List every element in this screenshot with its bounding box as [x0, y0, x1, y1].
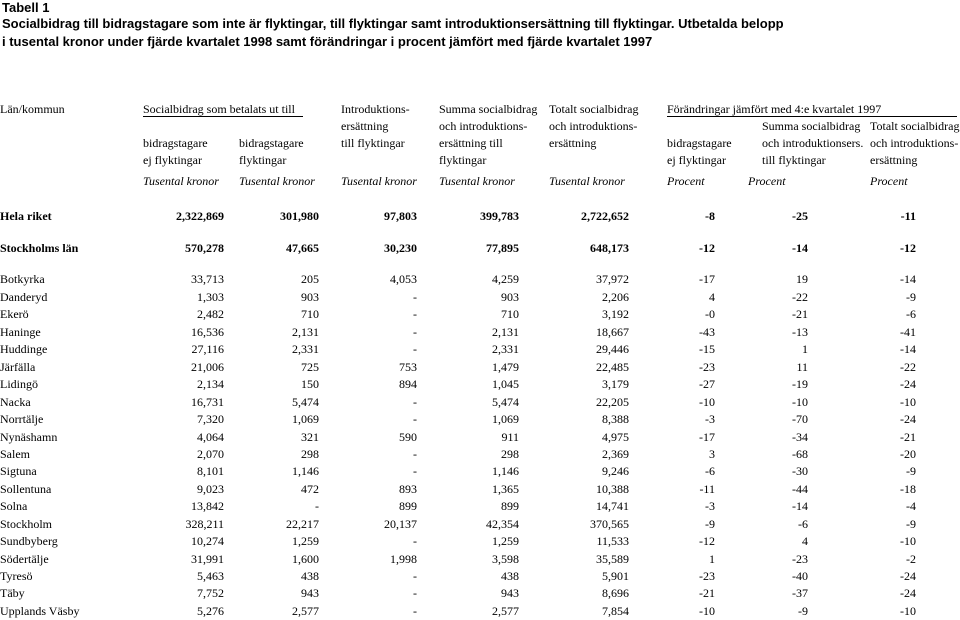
table-cell: 1,259	[292, 534, 319, 548]
table-cell: 2,331	[492, 342, 519, 356]
table-cell: -2	[906, 552, 916, 566]
table-cell: -	[413, 307, 417, 321]
table-cell: -12	[900, 241, 916, 255]
table-cell: -	[413, 395, 417, 409]
table-cell: -14	[900, 272, 916, 286]
table-cell: 2,722,652	[581, 209, 629, 223]
table-cell: 22,205	[596, 395, 629, 409]
table-cell: -23	[699, 569, 715, 583]
table-cell: -24	[900, 412, 916, 426]
table-cell: 2,070	[197, 447, 224, 461]
table-cell: 13,842	[191, 499, 224, 513]
table-cell: -	[413, 290, 417, 304]
table-cell: -24	[900, 586, 916, 600]
table-row	[0, 241, 960, 257]
table-cell: 911	[501, 430, 519, 444]
table-cell: 5,474	[292, 395, 319, 409]
table-cell: -3	[705, 412, 715, 426]
header-soc-group: Socialbidrag som betalats ut till	[143, 102, 295, 116]
table-cell: 18,667	[596, 325, 629, 339]
table-cell: 29,446	[596, 342, 629, 356]
row-name: Upplands Väsby	[0, 604, 80, 618]
table-row	[0, 586, 960, 602]
table-cell: -6	[798, 517, 808, 531]
row-name: Hela riket	[0, 209, 52, 223]
table-cell: 943	[501, 586, 519, 600]
table-cell: 2,206	[602, 290, 629, 304]
table-cell: 710	[301, 307, 319, 321]
row-name: Botkyrka	[0, 272, 45, 286]
table-cell: 10,388	[596, 482, 629, 496]
header-ch1-b: ej flyktingar	[667, 153, 726, 167]
unit-label: Procent	[870, 174, 908, 188]
header-intro-c: till flyktingar	[341, 136, 405, 150]
table-row	[0, 342, 960, 358]
table-cell: -22	[792, 290, 808, 304]
table-cell: 2,131	[292, 325, 319, 339]
table-row	[0, 552, 960, 568]
table-cell: -14	[900, 342, 916, 356]
table-cell: 590	[399, 430, 417, 444]
table-cell: 298	[501, 447, 519, 461]
table-cell: 2,577	[292, 604, 319, 618]
row-name: Täby	[0, 586, 25, 600]
row-name: Nynäshamn	[0, 430, 58, 444]
table-cell: -22	[900, 360, 916, 374]
row-name: Sigtuna	[0, 464, 37, 478]
table-row	[0, 517, 960, 533]
table-cell: -25	[792, 209, 808, 223]
table-cell: -11	[900, 209, 916, 223]
table-cell: -37	[792, 586, 808, 600]
table-label: Tabell 1	[2, 0, 50, 15]
header-totalt-a: Totalt socialbidrag	[549, 102, 639, 116]
table-row	[0, 272, 960, 288]
table-cell: -40	[792, 569, 808, 583]
table-row	[0, 209, 960, 225]
table-cell: 22,217	[286, 517, 319, 531]
table-cell: 21,006	[191, 360, 224, 374]
table-cell: 2,331	[292, 342, 319, 356]
table-cell: -	[413, 604, 417, 618]
table-cell: 1	[802, 342, 808, 356]
table-cell: 5,474	[492, 395, 519, 409]
table-cell: 10,274	[191, 534, 224, 548]
table-row	[0, 290, 960, 306]
header-change-underline	[667, 116, 957, 117]
table-cell: 5,463	[197, 569, 224, 583]
unit-label: Tusental kronor	[439, 174, 515, 188]
unit-label: Tusental kronor	[143, 174, 219, 188]
table-cell: -9	[906, 290, 916, 304]
table-cell: 903	[301, 290, 319, 304]
table-cell: 1,069	[492, 412, 519, 426]
table-cell: -9	[705, 517, 715, 531]
header-intro-b: ersättning	[341, 119, 389, 133]
table-cell: -23	[699, 360, 715, 374]
table-cell: 11,533	[596, 534, 629, 548]
table-cell: 7,320	[197, 412, 224, 426]
table-cell: 27,116	[191, 342, 224, 356]
row-name: Solna	[0, 499, 28, 513]
table-cell: 8,696	[602, 586, 629, 600]
table-cell: 648,173	[590, 241, 629, 255]
table-cell: -11	[699, 482, 715, 496]
table-cell: 1,045	[492, 377, 519, 391]
table-cell: 4,975	[602, 430, 629, 444]
table-cell: -4	[906, 499, 916, 513]
table-cell: -	[413, 342, 417, 356]
table-cell: -10	[900, 604, 916, 618]
row-name: Nacka	[0, 395, 31, 409]
table-cell: 4,259	[492, 272, 519, 286]
header-ch2-a: Summa socialbidrag	[762, 119, 861, 133]
table-cell: -3	[705, 499, 715, 513]
table-row	[0, 447, 960, 463]
table-cell: -21	[792, 307, 808, 321]
row-name: Tyresö	[0, 569, 33, 583]
table-cell: 2,369	[602, 447, 629, 461]
table-cell: -44	[792, 482, 808, 496]
table-cell: 7,854	[602, 604, 629, 618]
table-row	[0, 430, 960, 446]
unit-label: Tusental kronor	[341, 174, 417, 188]
table-cell: 3,192	[602, 307, 629, 321]
table-row	[0, 499, 960, 515]
table-cell: -24	[900, 377, 916, 391]
unit-label: Procent	[667, 174, 705, 188]
table-cell: 399,783	[480, 209, 519, 223]
table-row	[0, 464, 960, 480]
table-cell: -	[413, 447, 417, 461]
table-subtitle: i tusental kronor under fjärde kvartalet 1998 samt förändringar i procent jämfört med fjärde kvartalet 1997	[2, 34, 653, 49]
table-cell: 8,388	[602, 412, 629, 426]
table-cell: -	[413, 586, 417, 600]
table-cell: -9	[906, 464, 916, 478]
table-cell: 33,713	[191, 272, 224, 286]
table-cell: 31,991	[191, 552, 224, 566]
table-cell: -6	[906, 307, 916, 321]
table-cell: 42,354	[486, 517, 519, 531]
row-name: Ekerö	[0, 307, 29, 321]
table-cell: -	[413, 325, 417, 339]
table-cell: 8,101	[197, 464, 224, 478]
table-cell: -14	[792, 499, 808, 513]
table-cell: 725	[301, 360, 319, 374]
table-cell: -13	[792, 325, 808, 339]
table-cell: 1	[709, 552, 715, 566]
table-cell: -17	[699, 430, 715, 444]
table-cell: 5,901	[602, 569, 629, 583]
table-cell: 2,322,869	[176, 209, 224, 223]
table-cell: 438	[501, 569, 519, 583]
table-cell: 19	[796, 272, 808, 286]
table-cell: -41	[900, 325, 916, 339]
table-cell: 1,998	[390, 552, 417, 566]
table-cell: -14	[792, 241, 808, 255]
row-name: Haninge	[0, 325, 41, 339]
table-cell: 4	[709, 290, 715, 304]
table-cell: -20	[900, 447, 916, 461]
row-name: Sollentuna	[0, 482, 52, 496]
header-ch3-b: och introduktions-	[870, 136, 959, 150]
table-row	[0, 325, 960, 341]
unit-label: Procent	[748, 174, 786, 188]
table-cell: 9,023	[197, 482, 224, 496]
row-name: Salem	[0, 447, 30, 461]
table-cell: 903	[501, 290, 519, 304]
table-row	[0, 395, 960, 411]
header-soc1-b: ej flyktingar	[143, 153, 202, 167]
table-cell: 16,731	[191, 395, 224, 409]
header-intro-a: Introduktions-	[341, 102, 410, 116]
header-summa-c: ersättning till	[439, 136, 503, 150]
row-name: Norrtälje	[0, 412, 44, 426]
table-cell: -6	[705, 464, 715, 478]
table-cell: 1,069	[292, 412, 319, 426]
table-cell: 943	[301, 586, 319, 600]
table-cell: -19	[792, 377, 808, 391]
header-ch3-a: Totalt socialbidrag	[870, 119, 960, 133]
table-cell: -10	[699, 395, 715, 409]
header-change-group: Förändringar jämfört med 4:e kvartalet 1997	[667, 102, 882, 116]
row-name: Huddinge	[0, 342, 48, 356]
header-ch2-c: till flyktingar	[762, 153, 826, 167]
unit-label: Tusental kronor	[239, 174, 315, 188]
table-cell: 9,246	[602, 464, 629, 478]
table-cell: 753	[399, 360, 417, 374]
header-ch2-b: och introduktionsers.	[762, 136, 864, 150]
table-row	[0, 307, 960, 323]
table-cell: -68	[792, 447, 808, 461]
table-cell: 1,259	[492, 534, 519, 548]
table-cell: -	[413, 412, 417, 426]
table-cell: -21	[699, 586, 715, 600]
table-row	[0, 569, 960, 585]
table-cell: 4	[802, 534, 808, 548]
table-cell: 4,064	[197, 430, 224, 444]
table-cell: -18	[900, 482, 916, 496]
table-cell: 14,741	[596, 499, 629, 513]
table-row	[0, 604, 960, 620]
table-cell: -24	[900, 569, 916, 583]
row-name: Järfälla	[0, 360, 36, 374]
table-cell: -9	[906, 517, 916, 531]
table-cell: -43	[699, 325, 715, 339]
table-cell: 570,278	[185, 241, 224, 255]
table-cell: 5,276	[197, 604, 224, 618]
table-row	[0, 412, 960, 428]
table-cell: 472	[301, 482, 319, 496]
header-lan: Län/kommun	[0, 102, 65, 116]
table-cell: -15	[699, 342, 715, 356]
table-cell: 20,137	[384, 517, 417, 531]
table-cell: -34	[792, 430, 808, 444]
row-name: Stockholms län	[0, 241, 79, 255]
table-cell: 16,536	[191, 325, 224, 339]
table-cell: 22,485	[596, 360, 629, 374]
table-cell: 3	[709, 447, 715, 461]
table-cell: 370,565	[590, 517, 629, 531]
table-cell: 1,600	[292, 552, 319, 566]
table-cell: 205	[301, 272, 319, 286]
row-name: Sundbyberg	[0, 534, 58, 548]
table-cell: -10	[900, 534, 916, 548]
table-cell: 37,972	[596, 272, 629, 286]
table-cell: 150	[301, 377, 319, 391]
table-cell: -10	[699, 604, 715, 618]
table-row	[0, 482, 960, 498]
table-cell: 899	[399, 499, 417, 513]
table-cell: 2,577	[492, 604, 519, 618]
table-cell: 894	[399, 377, 417, 391]
table-cell: 7,752	[197, 586, 224, 600]
table-cell: -12	[699, 241, 715, 255]
table-title: Socialbidrag till bidragstagare som inte är flyktingar, till flyktingar samt introduktionsersättning till flyktingar. Utbetalda belopp	[2, 16, 784, 31]
row-name: Lidingö	[0, 377, 38, 391]
table-cell: 1,146	[292, 464, 319, 478]
header-totalt-b: och introduktions-	[549, 119, 638, 133]
row-name: Södertälje	[0, 552, 49, 566]
table-cell: -70	[792, 412, 808, 426]
table-cell: 2,134	[197, 377, 224, 391]
header-summa-d: flyktingar	[439, 153, 487, 167]
table-cell: -	[413, 464, 417, 478]
unit-label: Tusental kronor	[549, 174, 625, 188]
table-cell: -8	[705, 209, 715, 223]
table-cell: 1,365	[492, 482, 519, 496]
table-cell: 301,980	[280, 209, 319, 223]
table-cell: -	[315, 499, 319, 513]
header-soc2-a: bidragstagare	[239, 136, 304, 150]
table-cell: 298	[301, 447, 319, 461]
table-cell: -	[413, 534, 417, 548]
header-soc1-a: bidragstagare	[143, 136, 208, 150]
header-summa-b: och introduktions-	[439, 119, 528, 133]
row-name: Danderyd	[0, 290, 48, 304]
table-cell: 328,211	[185, 517, 224, 531]
table-cell: -27	[699, 377, 715, 391]
table-cell: 438	[301, 569, 319, 583]
table-cell: 1,479	[492, 360, 519, 374]
row-name: Stockholm	[0, 517, 53, 531]
table-cell: 4,053	[390, 272, 417, 286]
header-totalt-c: ersättning	[549, 136, 597, 150]
table-cell: 30,230	[384, 241, 417, 255]
table-cell: 11	[796, 360, 808, 374]
header-soc-underline	[143, 116, 303, 117]
table-cell: 3,598	[492, 552, 519, 566]
table-cell: 47,665	[286, 241, 319, 255]
table-cell: 35,589	[596, 552, 629, 566]
table-row	[0, 534, 960, 550]
table-cell: -17	[699, 272, 715, 286]
table-cell: 321	[301, 430, 319, 444]
table-row	[0, 360, 960, 376]
table-cell: 2,131	[492, 325, 519, 339]
table-cell: -10	[792, 395, 808, 409]
header-summa-a: Summa socialbidrag	[439, 102, 538, 116]
table-cell: 1,146	[492, 464, 519, 478]
header-ch3-c: ersättning	[870, 153, 918, 167]
table-cell: -9	[798, 604, 808, 618]
table-cell: -	[413, 569, 417, 583]
table-cell: 893	[399, 482, 417, 496]
table-cell: 2,482	[197, 307, 224, 321]
table-cell: 97,803	[384, 209, 417, 223]
table-cell: -21	[900, 430, 916, 444]
table-row	[0, 377, 960, 393]
table-cell: -0	[705, 307, 715, 321]
table-cell: -30	[792, 464, 808, 478]
table-cell: 899	[501, 499, 519, 513]
table-cell: 710	[501, 307, 519, 321]
table-cell: 3,179	[602, 377, 629, 391]
header-soc2-b: flyktingar	[239, 153, 287, 167]
table-cell: -10	[900, 395, 916, 409]
table-cell: 1,303	[197, 290, 224, 304]
table-cell: 77,895	[486, 241, 519, 255]
table-cell: -23	[792, 552, 808, 566]
table-cell: -12	[699, 534, 715, 548]
header-ch1-a: bidragstagare	[667, 136, 732, 150]
